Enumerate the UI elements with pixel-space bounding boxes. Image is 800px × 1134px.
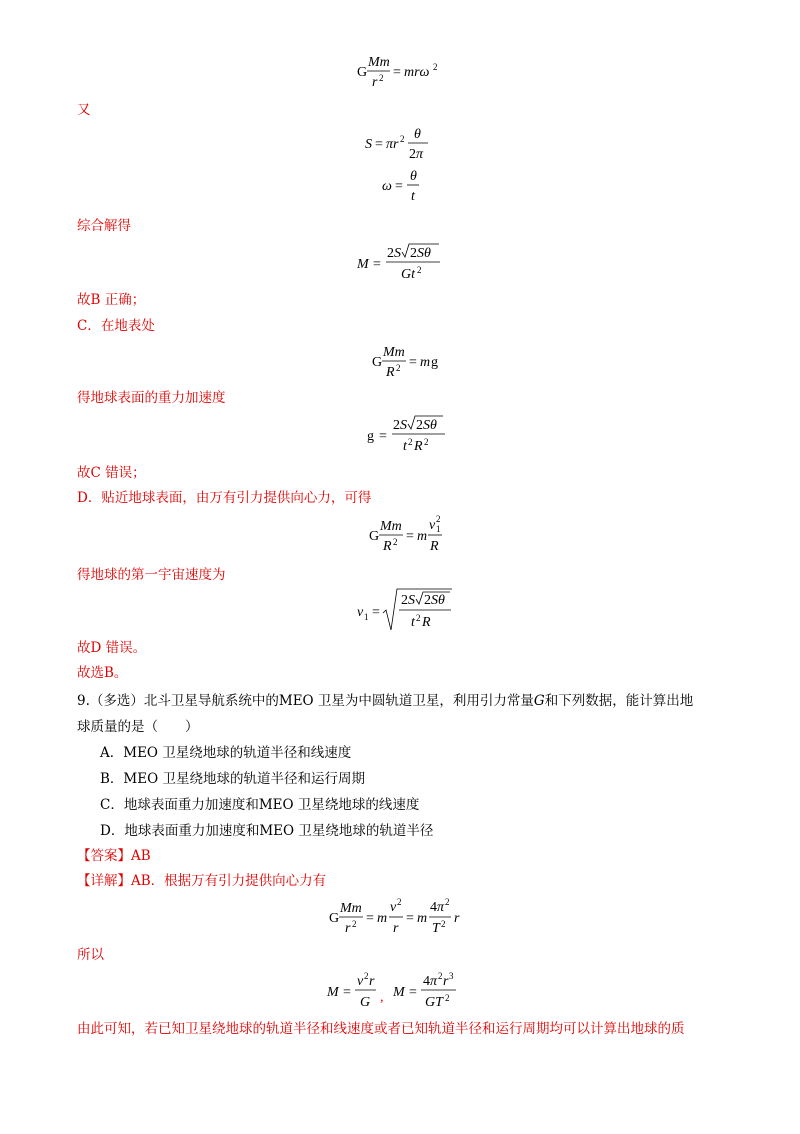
svg-text:M: M (357, 257, 369, 272)
svg-text:v: v (390, 900, 397, 915)
svg-text:2: 2 (409, 147, 416, 162)
svg-text:t: t (403, 439, 407, 454)
svg-text:G: G (369, 529, 380, 544)
svg-text:r: r (345, 921, 351, 936)
svg-text:r: r (443, 974, 449, 989)
svg-text:=: = (409, 355, 417, 370)
svg-text:=: = (406, 529, 414, 544)
svg-text:=: = (409, 985, 417, 1000)
question-9-line2: 球质量的是（ ） (77, 719, 199, 735)
svg-text:πr: πr (386, 137, 399, 152)
svg-text:R: R (414, 439, 423, 454)
svg-text:4: 4 (430, 900, 437, 915)
svg-text:R: R (430, 539, 439, 554)
svg-text:Gt: Gt (401, 267, 415, 282)
svg-text:v: v (357, 974, 364, 989)
svg-text:2: 2 (436, 514, 441, 524)
answer-line: 【答案】AB (77, 848, 151, 864)
svg-text:2: 2 (424, 437, 429, 447)
svg-text:π: π (430, 974, 438, 989)
svg-text:m: m (417, 911, 428, 926)
svg-text:3: 3 (449, 971, 454, 981)
svg-text:=: = (379, 429, 387, 444)
svg-text:=: = (366, 911, 374, 926)
svg-text:G: G (372, 355, 383, 370)
svg-text:G: G (329, 911, 340, 926)
svg-text:S: S (408, 593, 415, 608)
svg-text:2: 2 (393, 418, 400, 433)
svg-text:2: 2 (364, 971, 369, 981)
text-zonghe: 综合解得 (77, 218, 131, 234)
svg-text:v: v (429, 518, 436, 533)
svg-text:=: = (373, 257, 381, 272)
text-d-wrong: 故D 错误。 (77, 640, 147, 656)
text-de-g: 得地球表面的重力加速度 (77, 390, 226, 406)
svg-text:=: = (343, 985, 351, 1000)
svg-text:=: = (372, 605, 380, 620)
svg-text:S: S (394, 246, 401, 261)
svg-text:1: 1 (436, 524, 441, 534)
svg-text:r: r (369, 974, 375, 989)
formula-gravity-period (0, 896, 800, 940)
svg-text:R: R (386, 365, 395, 380)
svg-text:r: r (393, 921, 399, 936)
formula-v1 (0, 586, 800, 630)
text-conclusion: 由此可知，若已知卫星绕地球的轨道半径和线速度或者已知轨道半径和运行周期均可以计算出地球的质 (77, 1021, 685, 1037)
svg-text:2: 2 (416, 418, 423, 433)
formula-mass-results (0, 968, 800, 1012)
svg-text:2: 2 (397, 897, 402, 907)
svg-text:g: g (431, 355, 438, 370)
svg-text:θ: θ (414, 127, 421, 142)
text-suoyi: 所以 (77, 947, 104, 963)
svg-text:2: 2 (393, 537, 398, 547)
svg-text:ω: ω (382, 179, 392, 194)
svg-text:2: 2 (441, 919, 446, 929)
svg-text:2: 2 (438, 971, 443, 981)
svg-text:=: = (393, 65, 401, 80)
svg-text:2: 2 (379, 73, 384, 83)
svg-text:G: G (360, 995, 371, 1010)
svg-text:2: 2 (424, 593, 431, 608)
svg-text:mrω: mrω (404, 65, 430, 80)
text-b-correct: 故B 正确； (77, 292, 146, 308)
svg-text:Mm: Mm (340, 901, 362, 916)
svg-text:Mm: Mm (383, 345, 405, 360)
svg-text:2: 2 (396, 363, 401, 373)
text-c-wrong: 故C 错误； (77, 465, 146, 481)
svg-text:2: 2 (433, 62, 438, 72)
svg-text:Sθ: Sθ (423, 418, 437, 433)
svg-text:T: T (432, 921, 440, 936)
svg-text:π: π (437, 900, 445, 915)
svg-text:m: m (417, 529, 428, 544)
svg-text:S: S (365, 137, 372, 152)
svg-text:2: 2 (401, 593, 408, 608)
svg-text:G: G (357, 65, 368, 80)
svg-text:M: M (327, 985, 339, 1000)
svg-text:g: g (367, 429, 374, 444)
svg-text:Sθ: Sθ (431, 593, 445, 608)
formula-omega (0, 164, 800, 208)
svg-text:4: 4 (423, 974, 430, 989)
question-9-line1: 9.（多选）北斗卫星导航系统中的MEO 卫星为中圆轨道卫星，利用引力常量G和下列数据，能计算出地 (77, 693, 694, 709)
svg-text:R: R (383, 539, 392, 554)
svg-text:2: 2 (352, 919, 357, 929)
svg-text:π: π (416, 147, 424, 162)
svg-text:r: r (372, 75, 378, 90)
svg-text:=: = (395, 179, 403, 194)
svg-text:GT: GT (425, 995, 443, 1010)
svg-text:t: t (411, 615, 415, 630)
svg-text:2: 2 (410, 246, 417, 261)
formula-surface-gravity (0, 338, 800, 382)
svg-text:2: 2 (417, 265, 422, 275)
option-b: B．MEO 卫星绕地球的轨道半径和运行周期 (100, 771, 365, 787)
formula-mass (0, 240, 800, 284)
option-a: A．MEO 卫星绕地球的轨道半径和线速度 (100, 745, 352, 761)
svg-text:S: S (400, 418, 407, 433)
svg-text:2: 2 (400, 134, 405, 144)
text-d-head: D．贴近地球表面，由万有引力提供向心力，可得 (77, 490, 372, 506)
svg-text:Mm: Mm (380, 519, 402, 534)
svg-text:2: 2 (416, 613, 421, 623)
svg-text:2: 2 (387, 246, 394, 261)
option-c: C．地球表面重力加速度和MEO 卫星绕地球的线速度 (100, 797, 420, 813)
svg-text:=: = (406, 911, 414, 926)
svg-text:Sθ: Sθ (417, 246, 431, 261)
formula-centripetal-v1 (0, 512, 800, 556)
svg-text:θ: θ (410, 169, 417, 184)
option-d: D．地球表面重力加速度和MEO 卫星绕地球的轨道半径 (100, 823, 434, 839)
detail-line: 【详解】AB．根据万有引力提供向心力有 (77, 873, 327, 889)
svg-text:t: t (411, 189, 415, 204)
svg-text:2: 2 (445, 993, 450, 1003)
svg-text:=: = (375, 137, 383, 152)
svg-text:v: v (357, 605, 364, 620)
formula-g (0, 412, 800, 456)
svg-text:R: R (422, 615, 431, 630)
svg-text:,: , (380, 990, 384, 1005)
svg-text:2: 2 (408, 437, 413, 447)
svg-text:m: m (377, 911, 388, 926)
svg-text:1: 1 (364, 612, 369, 622)
text-you: 又 (77, 102, 91, 118)
text-de-v1: 得地球的第一宇宙速度为 (77, 567, 226, 583)
text-choose-b: 故选B。 (77, 665, 128, 681)
svg-text:Mm: Mm (368, 55, 390, 70)
svg-text:r: r (454, 911, 460, 926)
text-c-head: C．在地表处 (77, 318, 155, 334)
svg-text:2: 2 (445, 897, 450, 907)
svg-text:m: m (420, 355, 431, 370)
formula-area (0, 122, 800, 166)
formula-gravity-omega (0, 50, 800, 94)
svg-text:M: M (393, 985, 405, 1000)
